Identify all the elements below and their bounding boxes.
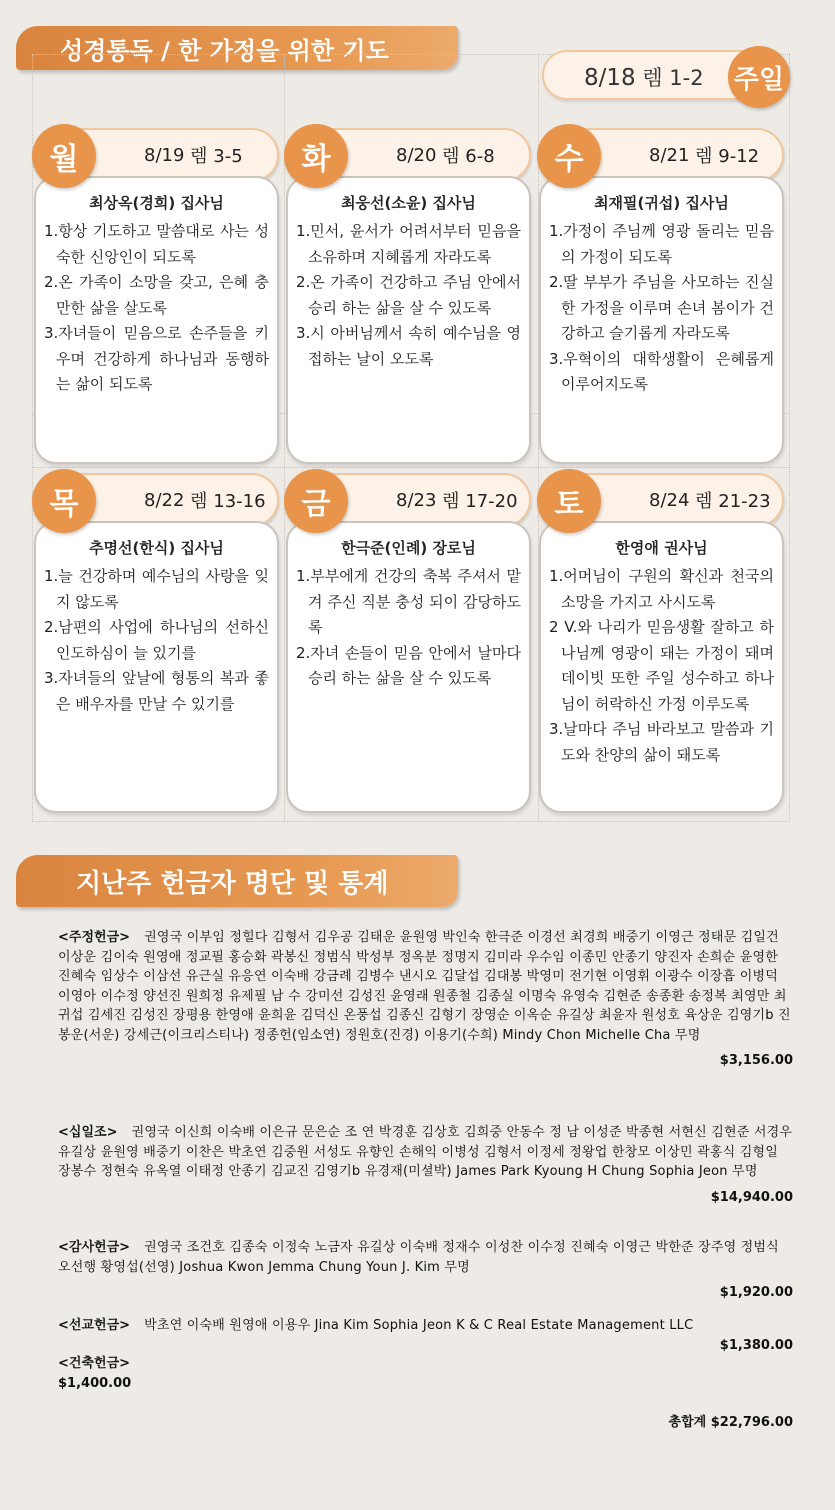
prayer-body bbox=[286, 521, 531, 813]
prayer-item: 2.자녀 손들이 믿음 안에서 날마다 승리 하는 삶을 살 수 있도록 bbox=[296, 643, 521, 687]
reading-date: 8/19 bbox=[144, 144, 185, 166]
prayer-item: 1.가정이 주님께 영광 돌리는 믿음의 가정이 되도록 bbox=[549, 222, 774, 266]
section-title: 지난주 헌금자 명단 및 통계 bbox=[76, 868, 389, 899]
prayer-item: 1.늘 건강하며 예수님의 사랑을 잊지 않도록 bbox=[44, 567, 269, 611]
reading-ref: 렘 13-16 bbox=[190, 491, 266, 512]
reading-date: 8/24 bbox=[649, 489, 690, 511]
prayer-item: 3.시 아버님께서 속히 예수님을 영접하는 날이 오도록 bbox=[296, 324, 521, 368]
sunday-day-badge: 주일 bbox=[728, 46, 790, 108]
prayer-item: 1.민서, 윤서가 어려서부터 믿음을 소유하며 지혜롭게 자라도록 bbox=[296, 222, 521, 266]
offering-section-mission bbox=[58, 1316, 793, 1355]
offering-category: <선교헌금> bbox=[58, 1318, 131, 1333]
prayer-body bbox=[539, 176, 784, 464]
offering-amount: $14,940.00 bbox=[710, 1189, 793, 1205]
reading-ref: 렘 21-23 bbox=[695, 491, 771, 512]
sunday-ref: 렘 1-2 bbox=[642, 66, 704, 90]
offering-amount: $3,156.00 bbox=[719, 1053, 793, 1068]
offering-category: <감사헌금> bbox=[58, 1240, 131, 1255]
prayer-item: 3.자녀들의 앞날에 형통의 복과 좋은 배우자를 만날 수 있기를 bbox=[44, 669, 269, 713]
donor-names: 권영국 이신희 이숙배 이은규 문은순 조 연 박경훈 김상호 김희중 안동수 정 남 이성준 박종현 서현신 김현준 서경우 유길상 윤원영 배중기 이찬은 박초연 김중원 서성도 유향인 손해익 이병성 김형서 이정세 정왕업 한창모 이상민 곽홍식 김형일 장봉수 정현숙 유옥열 이태정 안종기 김교진 김영기b 유경재(미셜박) James Park Kyoung H Chung Sophia Jeon 무명 bbox=[58, 1125, 793, 1179]
donor-names: 권영국 이부임 정힐다 김형서 김우공 김태운 윤원영 박인숙 한극준 이경선 최경희 배중기 이영근 정태문 김일건 이상운 김이숙 원영애 정교필 홍승화 곽봉신 정범식 박성부 정옥분 정명지 김미라 우수임 이종민 안종기 양진자 손희순 윤영한 진혜숙 임상수 이삼선 유근실 유응연 이숙배 강금례 김병수 낸시오 김달섭 김대봉 박영미 전기현 이영휘 이광수 이장흡 이병덕 이영아 이수정 양선진 원희정 유제필 남 수 강미선 김성진 윤영래 원종철 김종실 이명숙 유영숙 김현준 송종환 송정복 최영만 최귀섭 김세진 김성진 장평용 한영애 윤희윤 김덕신 온풍섭 김종신 김형기 장영순 이옥순 유길상 최윤자 원성호 육상운 김영기b 진봉운(서운) 강세근(이크리스티나) 정종헌(임소연) 정원호(진경) 이용기(수희) Mindy Chon Michelle Cha 무명 bbox=[58, 930, 791, 1043]
offering-category: <주정헌금> bbox=[58, 930, 131, 945]
offering-total: 총합계 $22,796.00 bbox=[668, 1415, 793, 1430]
reading-ref: 렘 9-12 bbox=[695, 146, 760, 167]
offering-amount: $1,400.00 bbox=[58, 1375, 132, 1391]
reading-date: 8/23 bbox=[396, 489, 437, 511]
prayer-item: 2.온 가족이 소망을 갖고, 은혜 충만한 삶을 살도록 bbox=[44, 273, 269, 317]
prayer-item: 3.우혁이의 대학생활이 은혜롭게 이루어지도록 bbox=[549, 349, 774, 393]
sunday-reading-pill bbox=[542, 50, 788, 100]
day-badge: 화 bbox=[284, 124, 348, 188]
reading-date: 8/21 bbox=[649, 144, 690, 166]
day-badge: 목 bbox=[32, 469, 96, 533]
offering-amount: $1,380.00 bbox=[719, 1337, 793, 1353]
family-name: 한영애 권사님 bbox=[615, 539, 708, 557]
grid-line bbox=[284, 55, 285, 821]
prayer-item: 2 V.와 나리가 믿음생활 잘하고 하나님께 영광이 돼는 가정이 돼며 데이빗 또한 주일 성수하고 하나님이 허락하신 가정 이루도록 bbox=[549, 618, 774, 713]
reading-date: 8/22 bbox=[144, 489, 185, 511]
day-badge: 수 bbox=[537, 124, 601, 188]
day-badge: 토 bbox=[537, 469, 601, 533]
donor-names: 권영국 조건호 김종숙 이정숙 노금자 유길상 이숙배 정재수 이성찬 이수정 진혜숙 이영근 박한준 장주영 정범식 오선행 황영섭(선영) Joshua Kwon Jemma Chung Youn J. Kim 무명 bbox=[58, 1240, 779, 1275]
prayer-item: 1.부부에게 건강의 축복 주셔서 맡겨 주신 직분 충성 되이 감당하도록 bbox=[296, 567, 521, 636]
offering-section-regular bbox=[58, 928, 793, 1071]
donor-names: 박초연 이숙배 원영애 이용우 Jina Kim Sophia Jeon K & C Real Estate Management LLC bbox=[144, 1318, 694, 1333]
family-name: 최웅선(소윤) 집사님 bbox=[341, 194, 476, 212]
prayer-item: 1.항상 기도하고 말씀대로 사는 성숙한 신앙인이 되도록 bbox=[44, 222, 269, 266]
prayer-body bbox=[286, 176, 531, 464]
prayer-item: 1.어머님이 구원의 확신과 천국의 소망을 가지고 사시도록 bbox=[549, 567, 774, 611]
section-banner-offering bbox=[16, 855, 458, 907]
day-badge: 월 bbox=[32, 124, 96, 188]
family-name: 최상옥(경희) 집사님 bbox=[89, 194, 224, 212]
reading-ref: 렘 3-5 bbox=[190, 146, 243, 167]
grid-line bbox=[33, 467, 789, 468]
family-name: 최재필(귀섭) 집사님 bbox=[594, 194, 729, 212]
prayer-item: 3.날마다 주님 바라보고 말씀과 기도와 찬양의 삶이 돼도록 bbox=[549, 720, 774, 764]
family-name: 추명선(한식) 집사님 bbox=[89, 539, 224, 557]
reading-date: 8/20 bbox=[396, 144, 437, 166]
reading-ref: 렘 6-8 bbox=[442, 146, 495, 167]
prayer-item: 2.남편의 사업에 하나님의 선하신 인도하심이 늘 있기를 bbox=[44, 618, 269, 662]
prayer-body bbox=[539, 521, 784, 813]
offering-amount: $1,920.00 bbox=[719, 1285, 793, 1300]
offering-section-building bbox=[58, 1354, 793, 1393]
sunday-reference bbox=[584, 62, 704, 92]
sunday-date: 8/18 bbox=[584, 65, 636, 91]
family-name: 한극준(인례) 장로님 bbox=[341, 539, 476, 557]
prayer-item: 3.자녀들이 믿음으로 손주들을 키우며 건강하게 하나님과 동행하는 삶이 되도록 bbox=[44, 324, 269, 393]
prayer-body bbox=[34, 521, 279, 813]
day-badge: 금 bbox=[284, 469, 348, 533]
offering-category: <십일조> bbox=[58, 1125, 118, 1140]
offering-category: <건축헌금> bbox=[58, 1356, 131, 1371]
offering-section-thanksgiving bbox=[58, 1238, 793, 1303]
reading-ref: 렘 17-20 bbox=[442, 491, 518, 512]
offering-section-tithe bbox=[58, 1123, 793, 1207]
prayer-body bbox=[34, 176, 279, 464]
prayer-item: 2.온 가족이 건강하고 주님 안에서 승리 하는 삶을 살 수 있도록 bbox=[296, 273, 521, 317]
prayer-item: 2.딸 부부가 주님을 사모하는 진실한 가정을 이루며 손녀 봄이가 건강하고 슬기롭게 자라도록 bbox=[549, 273, 774, 342]
section-title: 성경통독 / 한 가정을 위한 기도 bbox=[60, 36, 389, 65]
